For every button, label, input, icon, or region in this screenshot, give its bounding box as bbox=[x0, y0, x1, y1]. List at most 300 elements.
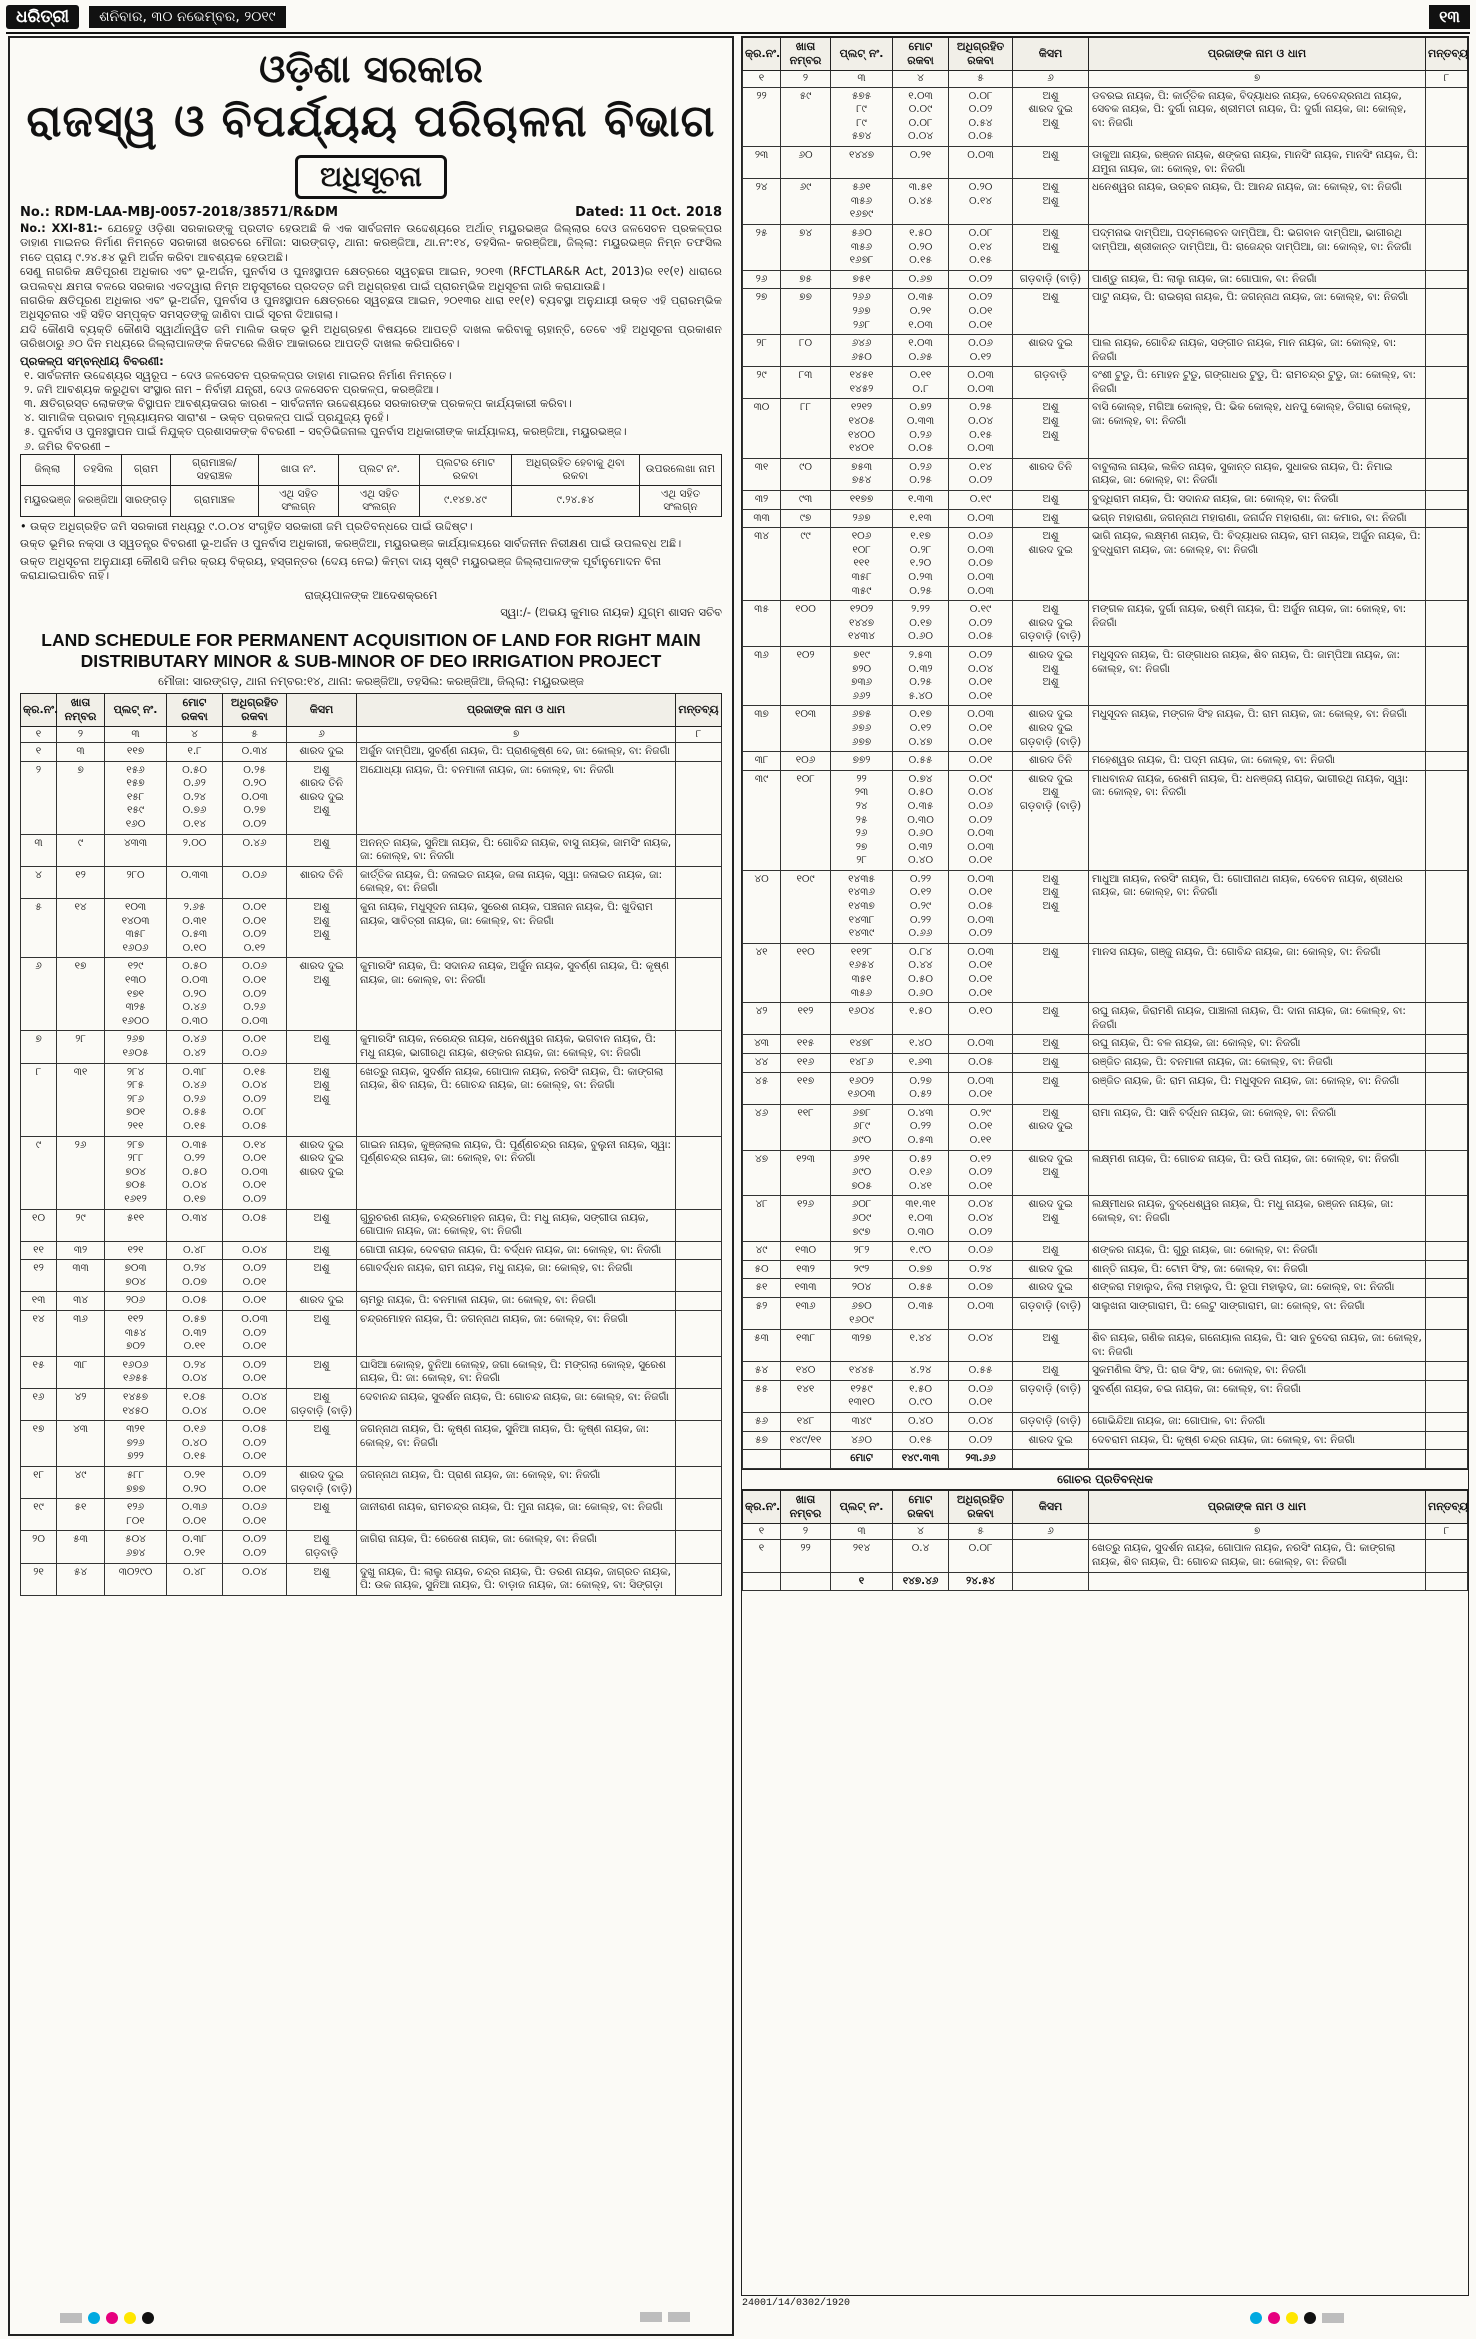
schedule-cell: ୦.୦୯ ୦.୦୪ ୦.୦୬ ୦.୦୨ ୦.୦୩ ୦.୦୩ ୦.୦୧ bbox=[949, 770, 1013, 870]
schedule-row bbox=[743, 770, 1468, 870]
schedule-row bbox=[21, 866, 722, 898]
schedule-cell bbox=[1426, 1196, 1468, 1242]
schedule-cell: କୁନା ନାୟକ, ମଧୁସୂଦନ ନାୟକ, ସୁରେଶ ନାୟକ, ପଞ୍ଚନାନ ନାୟକ, ପି: ଖୁଦିରାମ ନାୟକ, ସାବିତ୍ରୀ ନାୟକ, ଜା: କୋଲ୍ହ, ବା: ନିଜଗାଁ bbox=[357, 899, 676, 958]
schedule-cell: ୧୦୯ bbox=[781, 870, 831, 943]
schedule-cell: ୪୨ bbox=[743, 1003, 781, 1035]
schedule-cell: ଅଶୁ ଅଶୁ bbox=[1013, 179, 1089, 225]
schedule-row bbox=[743, 646, 1468, 705]
grey-swatch bbox=[1322, 2313, 1344, 2323]
schedule-cell: ୦.୩୪ bbox=[167, 1209, 223, 1241]
schedule-cell: ରଞ୍ଜିତ ନାୟକ, ଜି: ରାମ ନାୟକ, ପି: ମଧୁସୂଦନ ନାୟକ, ଜା: କୋଲ୍ହ, ବା: ନିଜଗାଁ bbox=[1089, 1072, 1426, 1104]
schedule-row bbox=[743, 1431, 1468, 1450]
schedule-cell: ୧୨ bbox=[21, 1260, 57, 1292]
schedule-cell: ୧୧୫ bbox=[781, 1035, 831, 1054]
schedule-cell bbox=[676, 1389, 722, 1421]
schedule-cell: ୫୩ bbox=[743, 1330, 781, 1362]
schedule-cell: ୦.୨୫ ୦.୦୪ ୦.୧୫ ୦.୦୩ bbox=[949, 399, 1013, 458]
schedule-cell: ଶାରଦ ଦୁଇ ଅଶୁ bbox=[1013, 1196, 1089, 1242]
schedule-cell: ୧୨୬ ୮୦୧ bbox=[105, 1499, 167, 1531]
schedule-cell: ୧.୦୩ ୦.୬୫ bbox=[893, 335, 949, 367]
schedule-cell: ୨୯ bbox=[743, 367, 781, 399]
schedule-cell: ୦.୦୧ ୦.୦୬ bbox=[223, 1031, 287, 1063]
schedule-cell: ୧୦ bbox=[21, 1209, 57, 1241]
schedule-cell: ଅଶୁ bbox=[1013, 1072, 1089, 1104]
notice-note: ଉକ୍ତ ଭୂମିର ନକ୍ସା ଓ ସ୍ୱତନ୍ତ୍ର ବିବରଣୀ ଭୂ-ଅର୍ଜନ ଓ ପୁନର୍ବାସ ଅଧିକାରୀ, କରଞ୍ଜିଆ, ମୟୁରଭଞ୍ଜ କାର୍ଯ୍ୟାଳୟରେ ସାର୍ବଜନୀନ ନିରୀକ୍ଷଣ ପାଇଁ ଉପଲବ୍ଧ ଅଛି। bbox=[20, 537, 682, 551]
schedule-row bbox=[21, 1467, 722, 1499]
schedule-row bbox=[21, 1063, 722, 1136]
schedule-cell: ୮୦ bbox=[781, 335, 831, 367]
schedule-cell: ଗୁରୁଚରଣ ନାୟକ, ଚନ୍ଦ୍ରମୋହନ ନାୟକ, ପି: ମଧୁ ନାୟକ, ସଙ୍ଗୀତା ନାୟକ, ଗୋପାଳ ନାୟକ, ଜା: କୋଲ୍ହ, ବା: ନିଜଗାଁ bbox=[357, 1209, 676, 1241]
schedule-cell: ୫୫ bbox=[743, 1380, 781, 1412]
schedule-cell: ୦.୦୮ ୦.୦୨ ୦.୫୪ ୦.୦୫ bbox=[949, 87, 1013, 146]
schedule-cell: ୧୦୮ bbox=[781, 770, 831, 870]
schedule-cell: ୩୮ bbox=[57, 1356, 105, 1388]
schedule-cell: ୧୨୬ bbox=[781, 1196, 831, 1242]
schedule-cell: ୨୮୦ bbox=[105, 866, 167, 898]
schedule-cell: ୦.୨୧ ୦.୨୦ bbox=[167, 1467, 223, 1499]
schedule-cell bbox=[676, 1499, 722, 1531]
schedule-cell: ୧୨୩ bbox=[781, 1150, 831, 1196]
schedule-cell: ୪୭ bbox=[743, 1150, 781, 1196]
schedule-row bbox=[21, 1356, 722, 1388]
page-number: ୧୩ bbox=[1429, 5, 1470, 29]
schedule-cell: ୦.୦୩ bbox=[949, 1297, 1013, 1329]
schedule-cell: ଅଶୁ bbox=[1013, 1003, 1089, 1035]
schedule-cell: ୭୭ bbox=[781, 289, 831, 335]
schedule-cell: ୨.୦୦ bbox=[167, 834, 223, 866]
schedule-cell: ଅଶୁ bbox=[287, 1356, 357, 1388]
schedule-cell: ୦.୦୮ bbox=[949, 1540, 1013, 1572]
schedule-header-row: କ୍ର.ନଂ. ଖାତା ନମ୍ବର ପ୍ଲଟ୍ ନଂ. ମୋଟ ରକବା ଅଧିଗ୍ରହିତ ରକବା କିସମ ପ୍ରଜାଙ୍କ ନାମ ଓ ଧାମ ମନ୍ତବ୍ୟ bbox=[21, 693, 722, 726]
schedule-cell: ୦.୦୩ bbox=[949, 146, 1013, 178]
masthead bbox=[6, 2, 1470, 34]
schedule-cell: ୪୫ bbox=[743, 1072, 781, 1104]
schedule-cell: ଅଶୁ bbox=[287, 1421, 357, 1467]
schedule-cell: ଲକ୍ଷ୍ମୀଧର ନାୟକ, ବୁଦ୍ଧେଶ୍ୱର ନାୟକ, ପି: ମଧୁ ନାୟକ, ରଞ୍ଜନ ନାୟକ, ଜା: କୋଲ୍ହ, ବା: ନିଜଗାଁ bbox=[1089, 1196, 1426, 1242]
schedule-cell: ପାଟୁ ନାୟକ, ପି: ରାଇଚାରା ନାୟକ, ପି: ଜଗନ୍ନାଥ ନାୟକ, ଜା: କୋଲ୍ହ, ବା: ନିଜଗାଁ bbox=[1089, 289, 1426, 335]
schedule-cell: ୦.୧୯ bbox=[949, 491, 1013, 510]
schedule-cell bbox=[1426, 146, 1468, 178]
schedule-cell: ଶାରଦ ଦୁଇ bbox=[287, 1292, 357, 1311]
schedule-cell: ୦.୦୫ bbox=[949, 1054, 1013, 1073]
schedule-cell: ୦.୦୩ ୦.୦୧ ୦.୦୧ bbox=[949, 706, 1013, 752]
schedule-cell bbox=[676, 1031, 722, 1063]
schedule-cell: ୦.୦୬ ୦.୦୩ ୦.୦୭ ୦.୦୩ ୦.୦୩ bbox=[949, 528, 1013, 601]
schedule-cell: ୮୮ bbox=[781, 399, 831, 458]
schedule-row bbox=[743, 1242, 1468, 1261]
schedule-cell: ଦୁଖୁ ନାୟକ, ପି: ଲାଲୁ ନାୟକ, ଚନ୍ଦ୍ର ନାୟକ, ପି: ଡରଣ ନାୟକ, ଜାଗ୍ରତ ନାୟକ, ପି: ଉକ ନାୟକ, ସୁନିଆ ନାୟକ, ପି: ବାଡ଼ାଜ ନାୟକ, ଜା: କୋଲ୍ହ, ବା: ସିଙ୍ଗଡ଼ା bbox=[357, 1563, 676, 1595]
schedule-cell: ୦.୦୫ ୦.୦୨ ୦.୦୧ bbox=[223, 1421, 287, 1467]
registration-strip-center bbox=[640, 2312, 690, 2322]
schedule-cell: ୧୬୦୬ ୧୬୫୫ bbox=[105, 1356, 167, 1388]
schedule-cell: ଶାରଦ ଦୁଇ bbox=[1013, 335, 1089, 367]
schedule-cell: ୦.୦୪ bbox=[223, 1241, 287, 1260]
schedule-cell: ଚାମରୁ ନାୟକ, ପି: ବନମାଳୀ ନାୟକ, ଜା: କୋଲ୍ହ, ବା: ନିଜଗାଁ bbox=[357, 1292, 676, 1311]
schedule-cell: ୦.୪୬ bbox=[223, 834, 287, 866]
schedule-cell: ୪ bbox=[21, 866, 57, 898]
schedule-cell: ୦.୧୦ bbox=[949, 1003, 1013, 1035]
schedule-cell: ୧୧୨ bbox=[781, 1003, 831, 1035]
schedule-cell: ଶାରଦ ତିନି bbox=[1013, 752, 1089, 771]
schedule-cell: ୧.୦୩ ୦.୦୯ ୦.୦୮ ୦.୦୪ bbox=[893, 87, 949, 146]
schedule-cell: ୦.୦୬ ୦.୦୧ bbox=[949, 1380, 1013, 1412]
schedule-row bbox=[743, 1003, 1468, 1035]
land-details-table bbox=[20, 454, 722, 517]
schedule-cell: ଅଶୁ bbox=[287, 1499, 357, 1531]
schedule-cell bbox=[1426, 509, 1468, 528]
notice-note: • ଉକ୍ତ ଅଧିଗ୍ରହିତ ଜମି ସରକାରୀ ମଧ୍ୟରୁ ୯.୦.୦୪ ସଂଗୃହିତ ସରକାରୀ ଜମି ପ୍ରତିବନ୍ଧରେ ପାଇଁ ଉଦ୍ଦିଷ୍ଟ। bbox=[20, 519, 473, 533]
schedule-cell: ୭୫୧ bbox=[831, 270, 893, 289]
schedule-cell: ୧୨୯ ୧୩୦ ୧୭୧ ୩୨୫ ୧୬୦୦ bbox=[105, 958, 167, 1031]
magenta-swatch bbox=[106, 2312, 118, 2324]
schedule-cell: ଲକ୍ଷ୍ମଣ ନାୟକ, ପି: ଗୋଚନ୍ଦ ନାୟକ, ପି: ଉପି ନାୟକ, ଜା: କୋଲ୍ହ, ବା: ନିଜଗାଁ bbox=[1089, 1150, 1426, 1196]
schedule-cell: ୫୧୧ bbox=[105, 1209, 167, 1241]
schedule-cell: ଅଶୁ bbox=[1013, 1054, 1089, 1073]
schedule-row bbox=[743, 601, 1468, 647]
schedule-cell: ବାବୁଲାଲ ନାୟକ, ଲଳିତ ନାୟକ, ସୁକାନ୍ତ ନାୟକ, ସୁଧାକର ନାୟକ, ପି: ନିମାଇ ନାୟକ, ଜା: କୋଲ୍ହ, ବା: ନିଜଗାଁ bbox=[1089, 458, 1426, 490]
schedule-row bbox=[743, 528, 1468, 601]
schedule-row bbox=[743, 1196, 1468, 1242]
schedule-cell: ୫୪ bbox=[743, 1362, 781, 1381]
schedule-cell: ଅଶୁ ଅଶୁ ଅଶୁ bbox=[287, 1063, 357, 1136]
schedule-cell: ୦.୩୫ ୦.୨୨ ୦.୫୦ ୦.୦୪ ୦.୧୭ bbox=[167, 1136, 223, 1209]
schedule-cell: ବଂଶୀ ଟୁଡୁ, ପି: ମୋହନ ଟୁଡୁ, ଗଙ୍ଗାଧର ଟୁଡୁ, ପି: ରାମଚନ୍ଦ୍ର ଟୁଡୁ, ଜା: କୋଲ୍ହ, ବା: ନିଜଗାଁ bbox=[1089, 367, 1426, 399]
schedule-cell: ୦.୪୦ bbox=[893, 1413, 949, 1432]
schedule-cell: ୦.୦୨ bbox=[949, 270, 1013, 289]
schedule-cell: ୨୧ bbox=[21, 1563, 57, 1595]
schedule-cell: ୧୪୫୭ ୧୪୫୦ bbox=[105, 1389, 167, 1421]
schedule-cell: ୦.୧୫ ୦.୦୪ ୦.୦୨ ୦.୦୮ ୦.୦୫ bbox=[223, 1063, 287, 1136]
signature-name: ସ୍ୱା:/- (ଅଭୟ କୁମାର ନାୟକ) ଯୁଗ୍ମ ଶାସନ ସଚିବ bbox=[500, 604, 722, 619]
schedule-cell: ୯୭ bbox=[781, 509, 831, 528]
schedule-cell: ୦.୦୪ bbox=[949, 1413, 1013, 1432]
schedule-cell: ଅଶୁ bbox=[1013, 289, 1089, 335]
schedule-cell: ଅଶୁ ଅଶୁ ଅଶୁ bbox=[1013, 870, 1089, 943]
schedule-cell: ୦.୦୨ ୦.୦୪ ୦.୦୧ ୦.୦୧ bbox=[949, 646, 1013, 705]
schedule-cell: ୧.୧୭ ୦.୨୮ ୧.୨୦ ୦.୨୩ ୦.୨୫ bbox=[893, 528, 949, 601]
schedule-cell bbox=[676, 1260, 722, 1292]
schedule-cell: ୦.୦୨ ୦.୦୧ ୦.୦୧ bbox=[949, 289, 1013, 335]
schedule-cell: ୬୭୫ ୬୭୬ ୬୭୭ bbox=[831, 706, 893, 752]
schedule-cell: ସାଲୁଖନା ସାଙ୍ଗାରାମ, ପି: ଲେଟୁ ସାଙ୍ଗାରାମ, ଜା: କୋଲ୍ହ, ବା: ନିଜଗାଁ bbox=[1089, 1297, 1426, 1329]
schedule-cell bbox=[676, 1241, 722, 1260]
schedule-cell: ୧୬ bbox=[21, 1389, 57, 1421]
schedule-cell: ୨୮୪ ୨୮୫ ୨୮୬ ୭୦୧ ୨୧୧ bbox=[105, 1063, 167, 1136]
schedule-cell: ୩୩ bbox=[57, 1260, 105, 1292]
notice-heading: ଅଧିସୂଚନା bbox=[295, 155, 447, 199]
schedule-cell: ୨୬୭ bbox=[831, 509, 893, 528]
schedule-cell: ୧୨୦୨ ୧୪୪୭ ୧୪୩୪ bbox=[831, 601, 893, 647]
schedule-cell: ଧନେଶ୍ୱର ନାୟକ, ଉଚ୍ଛବ ନାୟକ, ପି: ଆନନ୍ଦ ନାୟକ, ଜା: କୋଲ୍ହ, ବା: ନିଜଗାଁ bbox=[1089, 179, 1426, 225]
schedule-cell: ୪୯ bbox=[743, 1242, 781, 1261]
schedule-row bbox=[743, 1150, 1468, 1196]
schedule-cell: ୧୪୧ bbox=[781, 1380, 831, 1412]
schedule-total-row bbox=[743, 1450, 1468, 1469]
schedule-cell: ୦.୨୬ ୦.୨୫ bbox=[893, 458, 949, 490]
notice-paragraph-3: ନାଗରିକ କ୍ଷତିପୂରଣ ଅଧିକାର ଏବଂ ଭୂ-ଅର୍ଜନ, ପୁନର୍ବାସ ଓ ପୁନଃସ୍ଥାପନ କ୍ଷେତ୍ରରେ ସ୍ୱଚ୍ଛତା ଆଇନ, ୨୦୧୩ର ଧାରା ୧୧(୧) ବ୍ୟବସ୍ଥା ଅନୁଯାୟୀ ଉକ୍ତ ଏହି ପ୍ରାରମ୍ଭିକ ଅଧିସୂଚନାର ଏହି ସହିତ ସମ୍ପୃକ୍ତ ସମସ୍ତଙ୍କୁ ଜାଣିବା ପାଇଁ ସୂଚନା ଦିଆଗଲା। bbox=[20, 294, 722, 322]
schedule-cell: ୧୩୨ bbox=[781, 1260, 831, 1279]
schedule-cell: ଗାଇନ ନାୟକ, କୁଞ୍ଜଲାଲ ନାୟକ, ପି: ପୂର୍ଣ୍ଣଚନ୍ଦ୍ର ନାୟକ, ବୁଲୁନୀ ନାୟକ, ସ୍ୱା: ପୂର୍ଣ୍ଣଚନ୍ଦ୍ର ନାୟକ, ଜା: କୋଲ୍ହ, ବା: ନିଜଗାଁ bbox=[357, 1136, 676, 1209]
schedule-cell: ୦.୦୬ ୦.୦୧ bbox=[223, 1499, 287, 1531]
schedule-cell: ୩୫ bbox=[743, 601, 781, 647]
schedule-row bbox=[21, 743, 722, 762]
schedule-cell: ୨.୨୨ ୦.୧୭ ୦.୬୦ bbox=[893, 601, 949, 647]
schedule-cell: ୨୦୬ bbox=[105, 1292, 167, 1311]
schedule-cell: କୁମାରସିଂ ନାୟକ, ପି: ସଦାନନ୍ଦ ନାୟକ, ଅର୍ଜୁନ ନାୟକ, ସୁବର୍ଣ୍ଣ ନାୟକ, ପି: କୃଷ୍ଣ ନାୟକ, ଜା: କୋଲ୍ହ, ବା: ନିଜଗାଁ bbox=[357, 958, 676, 1031]
schedule-cell bbox=[1426, 1413, 1468, 1432]
schedule-cell bbox=[1426, 1380, 1468, 1412]
schedule-cell: ୧୩୬ bbox=[781, 1297, 831, 1329]
schedule-cell: ୦.୦୩ ୦.୦୧ ୦.୦୧ ୦.୦୧ bbox=[949, 943, 1013, 1002]
schedule-cell: ୦.୦୪ ୦.୦୪ ୦.୦୨ bbox=[949, 1196, 1013, 1242]
schedule-cell bbox=[676, 1136, 722, 1209]
schedule-cell: ଅଶୁ bbox=[1013, 1362, 1089, 1381]
schedule-cell: ଅଶୁ ଅଶୁ bbox=[1013, 224, 1089, 270]
schedule-cell: ଭଗ୍ନ ମହାରାଣା, ଜଗନ୍ନାଥ ମହାରାଣା, ଜନାର୍ଦ୍ଦନ ମହାରାଣା, ଜା: କମାର, ବା: ନିଜଗାଁ bbox=[1089, 509, 1426, 528]
schedule-cell: ଗୋପୀ ନାୟକ, ଦେବରାଜ ନାୟକ, ପି: ବର୍ଦ୍ଧନ ନାୟକ, ଜା: କୋଲ୍ହ, ବା: ନିଜଗାଁ bbox=[357, 1241, 676, 1260]
schedule-cell bbox=[676, 834, 722, 866]
schedule-cell bbox=[1426, 770, 1468, 870]
schedule-cell: ଗଡ଼ବାଡ଼ି bbox=[1013, 367, 1089, 399]
schedule-cell: ୧.୪୪ bbox=[893, 1330, 949, 1362]
schedule-cell: ଗୋଭିନ୍ଦିଆ ନାୟକ, ଜା: ଗୋପାଳ, ବା: ନିଜଗାଁ bbox=[1089, 1413, 1426, 1432]
schedule-cell bbox=[676, 1421, 722, 1467]
schedule-cell: ୧୯ bbox=[21, 1499, 57, 1531]
schedule-cell: ୧.୮ bbox=[167, 743, 223, 762]
schedule-cell: ୩୦ bbox=[743, 399, 781, 458]
schedule-cell: ଡବରଇ ନାୟକ, ପି: କାର୍ତ୍ତିକ ନାୟକ, ବିଦ୍ୟାଧର ନାୟକ, ଦେବେନ୍ଦ୍ରନାଥ ନାୟକ, ସେବକ ନାୟକ, ପି: ଦୁର୍ଗା ନାୟକ, ଶ୍ରୀମତୀ ନାୟକ, ପି: ଦୁର୍ଗା ନାୟକ, ଜା: କୋଲ୍ହ, ବା: ନିଜଗାଁ bbox=[1089, 87, 1426, 146]
schedule-cell: ୦.୨୫ ୦.୨୦ ୦.୦୩ ୦.୨୭ ୦.୦୨ bbox=[223, 761, 287, 834]
schedule-cell: ଜଗନ୍ନାଥ ନାୟକ, ପି: କୃଷ୍ଣ ନାୟକ, ସୁନିଆ ନାୟକ, ପି: କୃଷ୍ଣ ନାୟକ, ଜା: କୋଲ୍ହ, ବା: ନିଜଗାଁ bbox=[357, 1421, 676, 1467]
schedule-cell: ୨୨ bbox=[743, 87, 781, 146]
schedule-cell: ୯୩ bbox=[781, 491, 831, 510]
schedule-cell: ଶଙ୍କରା ମହାଲୁଦ, ନିଲା ମହାଲୁଦ, ପି: ରୂପା ମହାଲୁଦ, ଜା: କୋଲ୍ହ, ବା: ନିଜଗାଁ bbox=[1089, 1279, 1426, 1298]
schedule-cell: ଭାଗି ନାୟକ, ଲକ୍ଷ୍ମଣ ନାୟକ, ପି: ବିଦ୍ୟାଧର ନାୟକ, ରାମ ନାୟକ, ଅର୍ଜୁନ ନାୟକ, ପି: ବୁଦ୍ଧୁରାମ ନାୟକ, ଜା: କୋଲ୍ହ, ବା: ନିଜଗାଁ bbox=[1089, 528, 1426, 601]
schedule-cell: ୯୦ bbox=[781, 458, 831, 490]
schedule-cell: ଅଶୁ bbox=[287, 1563, 357, 1595]
schedule-cell: ୦.୦୩ bbox=[949, 1035, 1013, 1054]
schedule-row bbox=[743, 1413, 1468, 1432]
schedule-cell: ଦେବାନନ୍ଦ ନାୟକ, ସୁଦର୍ଶନ ନାୟକ, ପି: ଗୋଚନ୍ଦ ନାୟକ, ଜା: କୋଲ୍ହ, ବା: ନିଜଗାଁ bbox=[357, 1389, 676, 1421]
notice-number: No.: XXI-81:- bbox=[20, 222, 103, 235]
schedule-cell bbox=[1426, 1054, 1468, 1073]
schedule-cell bbox=[676, 1292, 722, 1311]
schedule-row bbox=[743, 706, 1468, 752]
schedule-cell: ୦.୦୧ bbox=[223, 1292, 287, 1311]
schedule-cell: ୧୨ bbox=[57, 866, 105, 898]
summary-header-row: କ୍ର.ନଂ. ଖାତା ନମ୍ବର ପ୍ଲଟ୍ ନଂ. ମୋଟ ରକବା ଅଧିଗ୍ରହିତ ରକବା କିସମ ପ୍ରଜାଙ୍କ ନାମ ଓ ଧାମ ମନ୍ତବ୍ୟ bbox=[743, 1490, 1468, 1523]
schedule-cell: ୦.୦୩ ୦.୦୧ bbox=[949, 1072, 1013, 1104]
schedule-cell: ୧.୩୩ bbox=[893, 491, 949, 510]
schedule-cell: ୪୧ bbox=[743, 943, 781, 1002]
schedule-cell: ୩୩ bbox=[743, 509, 781, 528]
schedule-cell: ୦.୩୩ bbox=[167, 866, 223, 898]
schedule-cell: ୧୧ bbox=[21, 1241, 57, 1260]
schedule-row bbox=[743, 1362, 1468, 1381]
schedule-cell: ୦.୩୮ ୦.୨୧ bbox=[167, 1531, 223, 1563]
schedule-cell bbox=[1426, 1072, 1468, 1104]
schedule-cell: ୧୪୩୫ ୧୪୩୬ ୧୪୩୭ ୧୪୩୮ ୧୪୩୯ bbox=[831, 870, 893, 943]
schedule-cell: ୧୧୨ ୩୫୪ ୭୦୨ bbox=[105, 1311, 167, 1357]
schedule-cell: ୧୩୩ bbox=[781, 1279, 831, 1298]
schedule-cell bbox=[676, 1063, 722, 1136]
schedule-cell bbox=[1426, 528, 1468, 601]
schedule-cell: ୦.୪୮ bbox=[167, 1563, 223, 1595]
schedule-row bbox=[743, 1297, 1468, 1329]
schedule-row bbox=[743, 179, 1468, 225]
schedule-cell: ଶାରଦ ଦୁଇ ଅଶୁ bbox=[287, 958, 357, 1031]
schedule-cell: ଖେତ୍ରୁ ନାୟକ, ସୁଦର୍ଶନ ନାୟକ, ଗୋପାଳ ନାୟକ, ନରସିଂ ନାୟକ, ପି: କାଙ୍ଗଲା ନାୟକ, ଶିବ ନାୟକ, ପି: ଗୋଚନ୍ଦ ନାୟକ, ଜା: କୋଲ୍ହ, ବା: ନିଜଗାଁ bbox=[1089, 1540, 1426, 1572]
signature-order: ରାଜ୍ୟପାଳଙ୍କ ଆଦେଶକ୍ରମେ bbox=[304, 587, 438, 602]
schedule-cell: ଶାରଦ ଦୁଇ bbox=[1013, 1431, 1089, 1450]
schedule-row bbox=[21, 1499, 722, 1531]
schedule-cell: ଅଯୋଧ୍ୟା ନାୟକ, ପି: ବନମାଳୀ ନାୟକ, ଜା: କୋଲ୍ହ, ବା: ନିଜଗାଁ bbox=[357, 761, 676, 834]
schedule-column-number-row: ୧ ୨ ୩ ୪ ୫ ୬ ୭ ୮ bbox=[743, 71, 1468, 88]
schedule-cell: ୩୭ bbox=[743, 706, 781, 752]
schedule-cell bbox=[1426, 1150, 1468, 1196]
schedule-cell: ୨୫ bbox=[743, 224, 781, 270]
schedule-row bbox=[743, 1540, 1468, 1572]
schedule-row bbox=[21, 1031, 722, 1063]
schedule-cell bbox=[1426, 289, 1468, 335]
reference-line bbox=[20, 205, 722, 220]
schedule-row bbox=[21, 899, 722, 958]
schedule-cell: ଅଶୁ bbox=[1013, 943, 1089, 1002]
schedule-cell: ୦.୩୫ ୦.୨୧ ୧.୦୩ bbox=[893, 289, 949, 335]
schedule-cell: ୦.୦୩ ୦.୦୧ ୦.୦୫ ୦.୦୩ ୦.୦୨ bbox=[949, 870, 1013, 943]
grey-swatch bbox=[668, 2312, 690, 2322]
schedule-cell: ୨୮୨ bbox=[831, 1242, 893, 1261]
schedule-row bbox=[21, 1311, 722, 1357]
schedule-row bbox=[21, 1531, 722, 1563]
schedule-cell: ୧୭ bbox=[21, 1421, 57, 1467]
schedule-cell: ୧.୫୦ bbox=[893, 1003, 949, 1035]
government-notice bbox=[8, 36, 734, 2336]
schedule-cell: ୧ bbox=[21, 743, 57, 762]
schedule-cell: ୭ bbox=[57, 761, 105, 834]
schedule-cell: ଅଶୁ ଶାରଦ ତିନି ଶାରଦ ଦୁଇ ଅଶୁ bbox=[287, 761, 357, 834]
schedule-cell bbox=[1426, 1297, 1468, 1329]
schedule-cell bbox=[676, 1209, 722, 1241]
schedule-cell: ମହେଶ୍ୱର ନାୟକ, ପି: ପଦ୍ମ ନାୟକ, ଜା: କୋଲ୍ହ, ବା: ନିଜଗାଁ bbox=[1089, 752, 1426, 771]
schedule-cell: ଖେତ୍ରୁ ନାୟକ, ସୁଦର୍ଶନ ନାୟକ, ଗୋପାଳ ନାୟକ, ନରସିଂ ନାୟକ, ପି: କାଙ୍ଗଲା ନାୟକ, ଶିବ ନାୟକ, ପି: ଗୋଚନ୍ଦ ନାୟକ, ଜା: କୋଲ୍ହ, ବା: ନିଜଗାଁ bbox=[357, 1063, 676, 1136]
schedule-cell: ୦.୦୧ ୦.୦୧ ୦.୦୨ ୦.୧୨ bbox=[223, 899, 287, 958]
schedule-cell: ୩୨୭ bbox=[831, 1330, 893, 1362]
schedule-cell: ୫୧ bbox=[743, 1279, 781, 1298]
cyan-swatch bbox=[1250, 2312, 1262, 2324]
schedule-cell: ଅଶୁ bbox=[1013, 146, 1089, 178]
schedule-cell: ୨୦ bbox=[21, 1531, 57, 1563]
schedule-cell bbox=[1426, 1362, 1468, 1381]
schedule-cell: ମଙ୍ଗଳ ନାୟକ, ଦୁର୍ଗା ନାୟକ, ରଶ୍ମି ନାୟକ, ପି: ଅର୍ଜୁନ ନାୟକ, ଜା: କୋଲ୍ହ, ବା: ନିଜଗାଁ bbox=[1089, 601, 1426, 647]
schedule-cell: ୩୬ bbox=[743, 646, 781, 705]
schedule-row bbox=[21, 1389, 722, 1421]
schedule-cell: ଶାରଦ ଦୁଇ bbox=[1013, 1279, 1089, 1298]
schedule-cell: ୧୮ bbox=[21, 1467, 57, 1499]
schedule-cell: ୭୭୨ bbox=[831, 752, 893, 771]
schedule-row bbox=[743, 1035, 1468, 1054]
schedule-row bbox=[743, 1279, 1468, 1298]
schedule-cell: ୦.୧୭ ୦.୧୨ ୦.୪୭ bbox=[893, 706, 949, 752]
schedule-cell: ୨୯୨ bbox=[831, 1260, 893, 1279]
schedule-cell: ଅଶୁ bbox=[1013, 491, 1089, 510]
schedule-row bbox=[743, 270, 1468, 289]
schedule-cell: ୩୨ bbox=[57, 1241, 105, 1260]
schedule-cell: ଶାରଦ ଦୁଇ ଶାରଦ ଦୁଇ ଗଡ଼ବାଡ଼ି (ବାଡ଼ି) bbox=[1013, 706, 1089, 752]
schedule-row bbox=[743, 491, 1468, 510]
schedule-cell: ୦.୭୪ ୦.୫୦ ୦.୩୫ ୦.୩୦ ୦.୬୦ ୦.୩୨ ୦.୪୦ bbox=[893, 770, 949, 870]
schedule-cell: ୦.୨୪ ୦.୦୭ bbox=[167, 1260, 223, 1292]
schedule-cell: ୦.୦୫ bbox=[167, 1292, 223, 1311]
schedule-cell: ୬ bbox=[21, 958, 57, 1031]
yellow-swatch bbox=[124, 2312, 136, 2324]
schedule-cell: ୨୮ bbox=[743, 335, 781, 367]
project-point: ୬. ଜମିର ବିବରଣୀ – bbox=[24, 439, 111, 453]
schedule-cell: ୫୬୦ ୩୫୬ ୧୬୭୮ bbox=[831, 224, 893, 270]
schedule-cell: ୭୪ bbox=[781, 224, 831, 270]
schedule-cell: ୦.୮୪ ୦.୪୪ ୦.୫୦ ୦.୬୦ bbox=[893, 943, 949, 1002]
schedule-cell: ୨୧୪ bbox=[831, 1540, 893, 1572]
schedule-cell bbox=[1426, 367, 1468, 399]
schedule-cell: ୭୫୩ ୭୫୪ bbox=[831, 458, 893, 490]
schedule-cell: ୨.୬୫ ୦.୩୧ ୦.୫୩ ୦.୧୦ bbox=[167, 899, 223, 958]
schedule-cell: ୦.୨୪ ୦.୦୪ bbox=[167, 1356, 223, 1388]
schedule-cell: ୦.୧୧ ୦.୮ bbox=[893, 367, 949, 399]
schedule-cell: ୦.୫୦ ୦.୬୨ ୦.୨୪ ୦.୭୬ ୦.୧୪ bbox=[167, 761, 223, 834]
land-schedule-continued bbox=[741, 36, 1469, 2296]
registration-strip-right bbox=[1250, 2312, 1344, 2324]
schedule-cell: ୫୬୧ ୩୫୬ ୧୬୭୯ bbox=[831, 179, 893, 225]
schedule-cell: ୧୪୯/୧୧ bbox=[781, 1431, 831, 1450]
schedule-cell: ୧.୦୫ ୦.୦୪ bbox=[167, 1389, 223, 1421]
newspaper-logo: ଧରିତ୍ରୀ bbox=[6, 5, 79, 29]
schedule-cell: ଗଡ଼ବାଡ଼ି (ବାଡ଼ି) bbox=[1013, 270, 1089, 289]
schedule-cell: ୫୭ bbox=[743, 1431, 781, 1450]
schedule-row bbox=[21, 1292, 722, 1311]
schedule-cell bbox=[676, 1563, 722, 1595]
schedule-cell bbox=[1426, 1279, 1468, 1298]
schedule-cell: ୨୮ bbox=[57, 1031, 105, 1063]
schedule-cell: ଅଶୁ bbox=[1013, 1242, 1089, 1261]
schedule-cell: ୨୬୭ ୧୬୦୫ bbox=[105, 1031, 167, 1063]
schedule-row bbox=[743, 399, 1468, 458]
schedule-cell: ୧୪୭୮ bbox=[831, 1035, 893, 1054]
notice-government: ଓଡ଼ିଶା ସରକାର bbox=[259, 46, 483, 91]
schedule-cell: ୦.୦୨ ୦.୦୧ bbox=[223, 1467, 287, 1499]
schedule-cell: ୧.୫୦ ୦.୨୦ ୦.୧୫ bbox=[893, 224, 949, 270]
schedule-cell: ୦.୦୬ ୦.୦୧ ୦.୦୨ ୦.୨୬ ୦.୦୩ bbox=[223, 958, 287, 1031]
schedule-cell: ୦.୨୪ bbox=[949, 1260, 1013, 1279]
schedule-cell: ୫୭୫ ୮୯ ୮୯ ୫୭୪ bbox=[831, 87, 893, 146]
yellow-swatch bbox=[1286, 2312, 1298, 2324]
schedule-cell bbox=[1426, 335, 1468, 367]
schedule-cell: ଅଶୁ bbox=[287, 1209, 357, 1241]
schedule-cell: ଶଙ୍କର ନାୟକ, ପି: ଗୁରୁ ନାୟକ, ଜା: କୋଲ୍ହ, ବା: ନିଜଗାଁ bbox=[1089, 1242, 1426, 1261]
schedule-cell: ୩୧ bbox=[743, 458, 781, 490]
schedule-cell: ୪୯ bbox=[57, 1467, 105, 1499]
schedule-cell: ୨୨ bbox=[781, 1540, 831, 1572]
schedule-cell: ୪୬ bbox=[743, 1104, 781, 1150]
schedule-cell: ୦.୦୪ bbox=[949, 1330, 1013, 1362]
schedule-cell: ୧୬୦୨ ୧୬୦୩ bbox=[831, 1072, 893, 1104]
schedule-cell: ୦.୧୪ ୦.୦୨ bbox=[949, 458, 1013, 490]
schedule-cell: ୬୯ bbox=[781, 179, 831, 225]
schedule-cell: ୧୪୪୭ bbox=[831, 146, 893, 178]
schedule-cell: ବୁଦ୍ଧିରାମ ନାୟକ, ପି: ସଦାନନ୍ଦ ନାୟକ, ଜା: କୋଲ୍ହ, ବା: ନିଜଗାଁ bbox=[1089, 491, 1426, 510]
schedule-cell: ୧୪୫୧ ୧୪୫୨ bbox=[831, 367, 893, 399]
land-details-header: ଜିଲ୍ଲା ତହସିଲ ଗ୍ରାମ ଗ୍ରାମାଞ୍ଚଳ/ ସହରାଞ୍ଚଳ ଖାତା ନଂ. ପ୍ଲଟ ନଂ. ପ୍ଲଟର ମୋଟ ରକବା ଅଧିଗ୍ରହିତ ହେବାକୁ ଥିବା ରକବା ଉପରଲେଖା ନାମ bbox=[21, 454, 722, 485]
schedule-row bbox=[743, 1072, 1468, 1104]
